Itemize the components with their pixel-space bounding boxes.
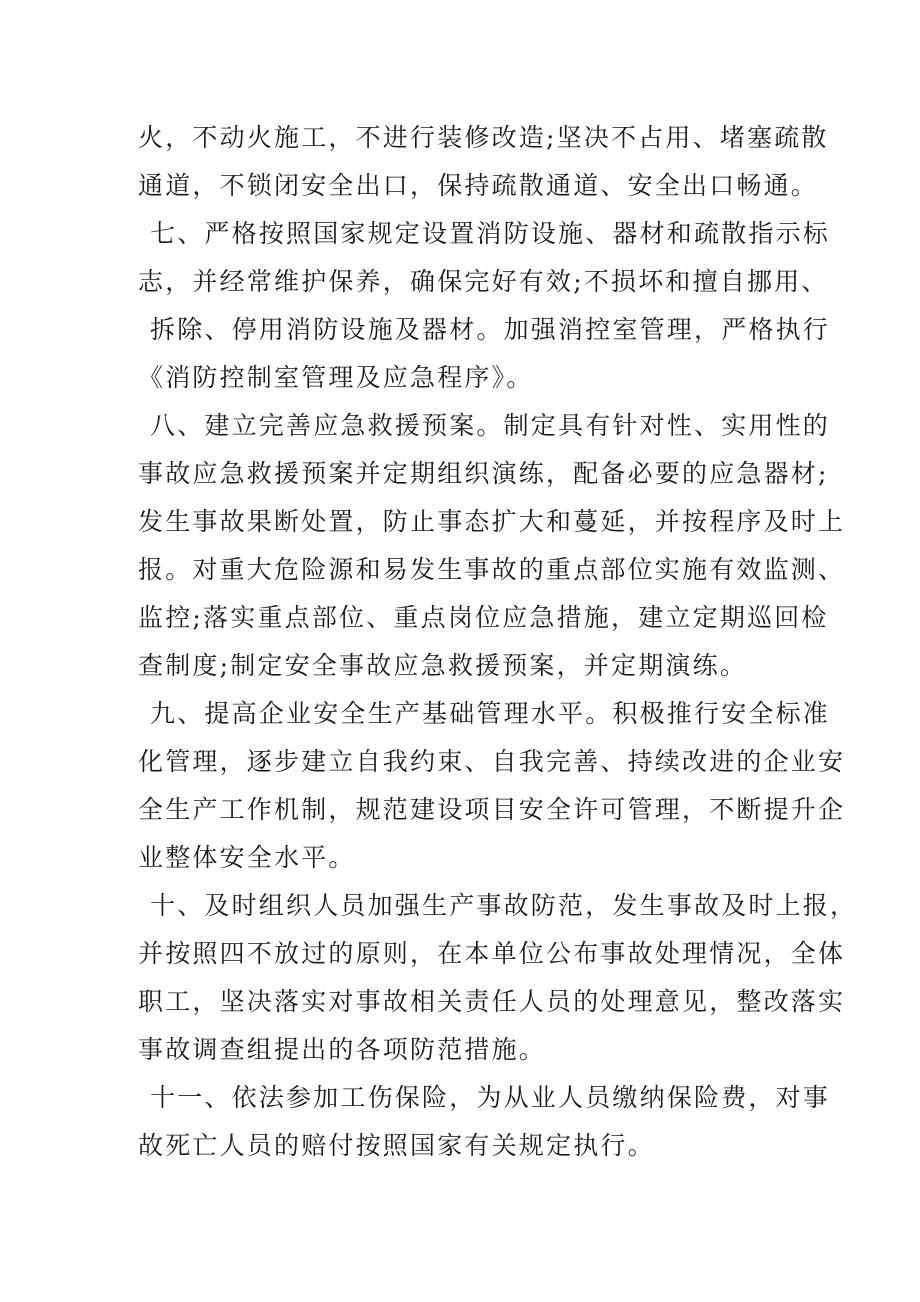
text-line-12: 查制度;制定安全事故应急救援预案，并定期演练。: [138, 651, 748, 680]
text-line-21: 十一、依法参加工伤保险，为从业人员缴纳保险费，对事: [150, 1083, 831, 1112]
text-line-17: 十、及时组织人员加强生产事故防范，发生事故及时上报，: [150, 891, 858, 920]
text-line-19: 职工，坚决落实对事故相关责任人员的处理意见，整改落实: [138, 987, 846, 1016]
text-line-3: 七、严格按照国家规定设置消防设施、器材和疏散指示标: [150, 219, 831, 248]
text-line-4: 志，并经常维护保养，确保完好有效;不损坏和擅自挪用、: [138, 267, 829, 296]
text-line-22: 故死亡人员的赔付按照国家有关规定执行。: [138, 1131, 655, 1160]
text-line-20: 事故调查组提出的各项防范措施。: [138, 1035, 547, 1064]
text-line-6: 《消防控制室管理及应急程序》。: [138, 363, 534, 392]
text-line-2: 通道，不锁闭安全出口，保持疏散通道、安全出口畅通。: [138, 171, 819, 200]
text-line-18: 并按照四不放过的原则，在本单位公布事故处理情况，全体: [138, 939, 846, 968]
text-line-11: 监控;落实重点部位、重点岗位应急措施，建立定期巡回检: [138, 603, 829, 632]
text-line-14: 化管理，逐步建立自我约束、自我完善、持续改进的企业安: [138, 747, 846, 776]
text-line-10: 报。对重大危险源和易发生事故的重点部位实施有效监测、: [138, 555, 846, 584]
text-line-9: 发生事故果断处置，防止事态扩大和蔓延，并按程序及时上: [138, 507, 846, 536]
text-line-16: 业整体安全水平。: [138, 843, 356, 872]
text-line-5: 拆除、停用消防设施及器材。加强消控室管理，严格执行: [150, 315, 831, 344]
text-line-7: 八、建立完善应急救援预案。制定具有针对性、实用性的: [150, 411, 831, 440]
text-line-13: 九、提高企业安全生产基础管理水平。积极推行安全标准: [150, 699, 831, 728]
text-line-15: 全生产工作机制，规范建设项目安全许可管理，不断提升企: [138, 795, 846, 824]
text-line-1: 火，不动火施工，不进行装修改造;坚决不占用、堵塞疏散: [138, 123, 829, 152]
text-line-8: 事故应急救援预案并定期组织演练，配备必要的应急器材;: [138, 459, 829, 488]
